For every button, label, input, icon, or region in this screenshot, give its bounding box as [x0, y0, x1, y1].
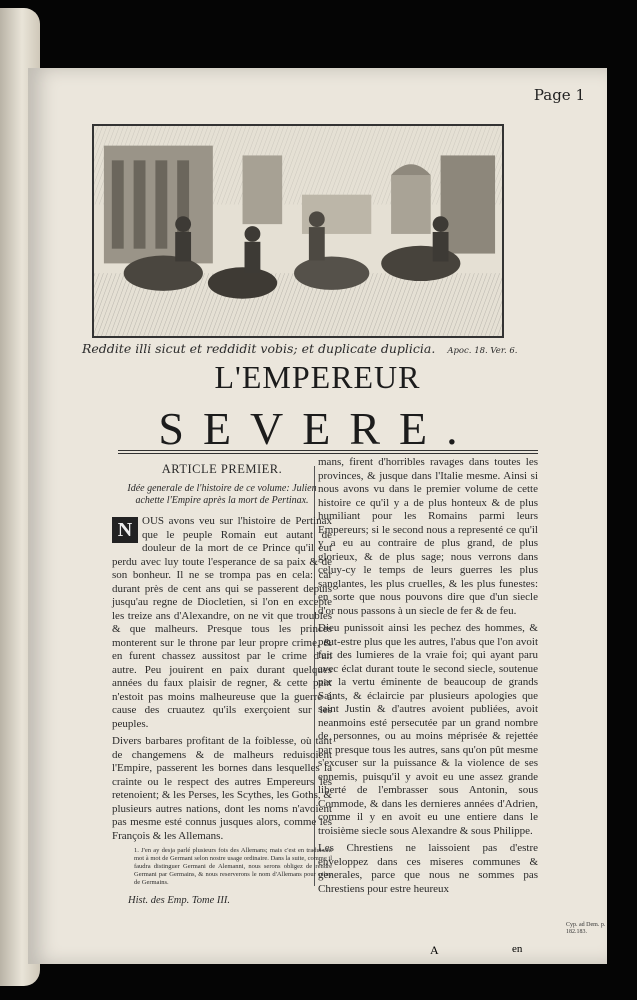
paragraph: Les Chrestiens ne laissoient pas d'estre enveloppez dans ces miseres communes & generales, parce que nous ne sommes pas Chrestiens pour estre heureux: [318, 842, 538, 895]
article-heading: ARTICLE PREMIER.: [161, 462, 283, 476]
title-rule-top: [118, 450, 538, 451]
footnote: 1. J'en ay desja parlé plusieurs fois des Allemans; mais c'est en traduisant mot à mot de Germani selon nostre usage ordinaire. Dans la suite, comme il faudra distinguer Germani de Alemanni, nous serons obligez de rendre Germani par Germains, & nous reserverons le nom d'Allemans pour celuy de Germains.: [134, 847, 332, 886]
paragraph: mans, firent d'horribles ravages dans toutes les provinces, & jusque dans l'Italie mesme. Ainsi si nous avons vu dans le premier volume de cette histoire ce qu'il y a de plus honteux & de plus humiliant pour les Romains parmi leurs Empereurs; si le second nous a representé ce qu'il y a eu au contraire de plus grand, de plus glorieux, & de plus sage; nous verrons dans celuy-cy le temps de leurs guerres les plus sanglantes, les plus cruelles, & les plus funestes: en sorte que nous pouvons dire que d'un siecle d'or nous passons à un siecle de fer & de feu.: [318, 456, 538, 617]
signature-letter: A: [430, 943, 439, 957]
engraving-caption: [82, 341, 537, 356]
caption-text: Reddite illi sicut et reddidit vobis; et duplicate duplicia.: [82, 341, 436, 356]
paragraph-text: OUS avons veu sur l'histoire de Pertinax que le peuple Romain eut autant de douleur de la mort de ce Prince qu'il eut perdu avec luy toute l'esperance de sa paix & de son bonheur. Il ne se trompa pas en cela: car durant près de cent ans qui se passerent depuis jusqu'au regne de Diocletien, si l'on en excepte les treize ans d'Alexandre, on ne vit que troubles & que malheurs. Presque tous les princes monterent sur le throne par leur propre crime, & en furent chassez aussitost par le crime d'un autre. Peu jouirent en paix durant quelques années du faux plaisir de regner, & cette paix n'estoit pas moins malheureuse que la guerre à cause des cruautez qu'ils exerçoient sur les peuples.: [112, 515, 332, 730]
catchword: en: [512, 943, 523, 955]
caption-reference: Apoc. 18. Ver. 6.: [447, 346, 518, 356]
title-line-2: SEVERE.: [158, 403, 477, 454]
page-number: Page 1: [533, 86, 585, 104]
article-summary: Idée generale de l'histoire de ce volume: Julien achette l'Empire après la mort de Pertinax.: [127, 483, 317, 506]
engraving-illustration: [92, 124, 504, 338]
left-column: [112, 456, 332, 906]
paragraph: Dieu punissoit ainsi les pechez des hommes, & peut-estre plus que les autres, l'abus que l'on avoit fait des lumieres de la vraie foi; qui ayant paru avec éclat durant toute le second siecle, soutenue par la vertu éminente de beaucoup de grands Saints, & éclaircie par plusieurs apologies que saint Justin & d'autres avoient publiées, avoit neanmoins esté persecutée par un grand nombre de personnes, ou au moins méprisée & rejettée par presque tous les autres, sans qu'on pût mesme s'excuser sur la puissance & la violence de ses ennemis, puisqu'il y avoit eu une assez grande liberté de l'embrasser sous Antonin, sous Commode, & dans les dernieres années d'Adrien, comme il y en avoit eu une entiere dans le troisième siecle sous Alexandre & sous Philippe.: [318, 622, 538, 837]
paragraph: Divers barbares profitant de la foiblesse, où tant de changemens & de malheurs reduisoient l'Empire, passerent les bornes dans lesquelles la crainte ou le respect des autres Empereurs les retenoient; & les Perses, les Scythes, les Goths, & plusieurs autres nations, dont les noms n'avoient pas mesme esté connus jusques alors, comme les François & les Allemans.: [112, 735, 332, 842]
book-page: [28, 68, 607, 964]
margin-note: Cyp. ad Dem. p. 182.183.: [566, 922, 606, 935]
signature-line: Hist. des Emp. Tome III.: [128, 895, 230, 906]
paragraph: [112, 515, 332, 731]
drop-cap-letter: N: [112, 517, 138, 543]
title-rule-bottom: [118, 453, 538, 454]
title-line-1: L'EMPEREUR: [214, 359, 421, 395]
right-column: [318, 456, 538, 900]
